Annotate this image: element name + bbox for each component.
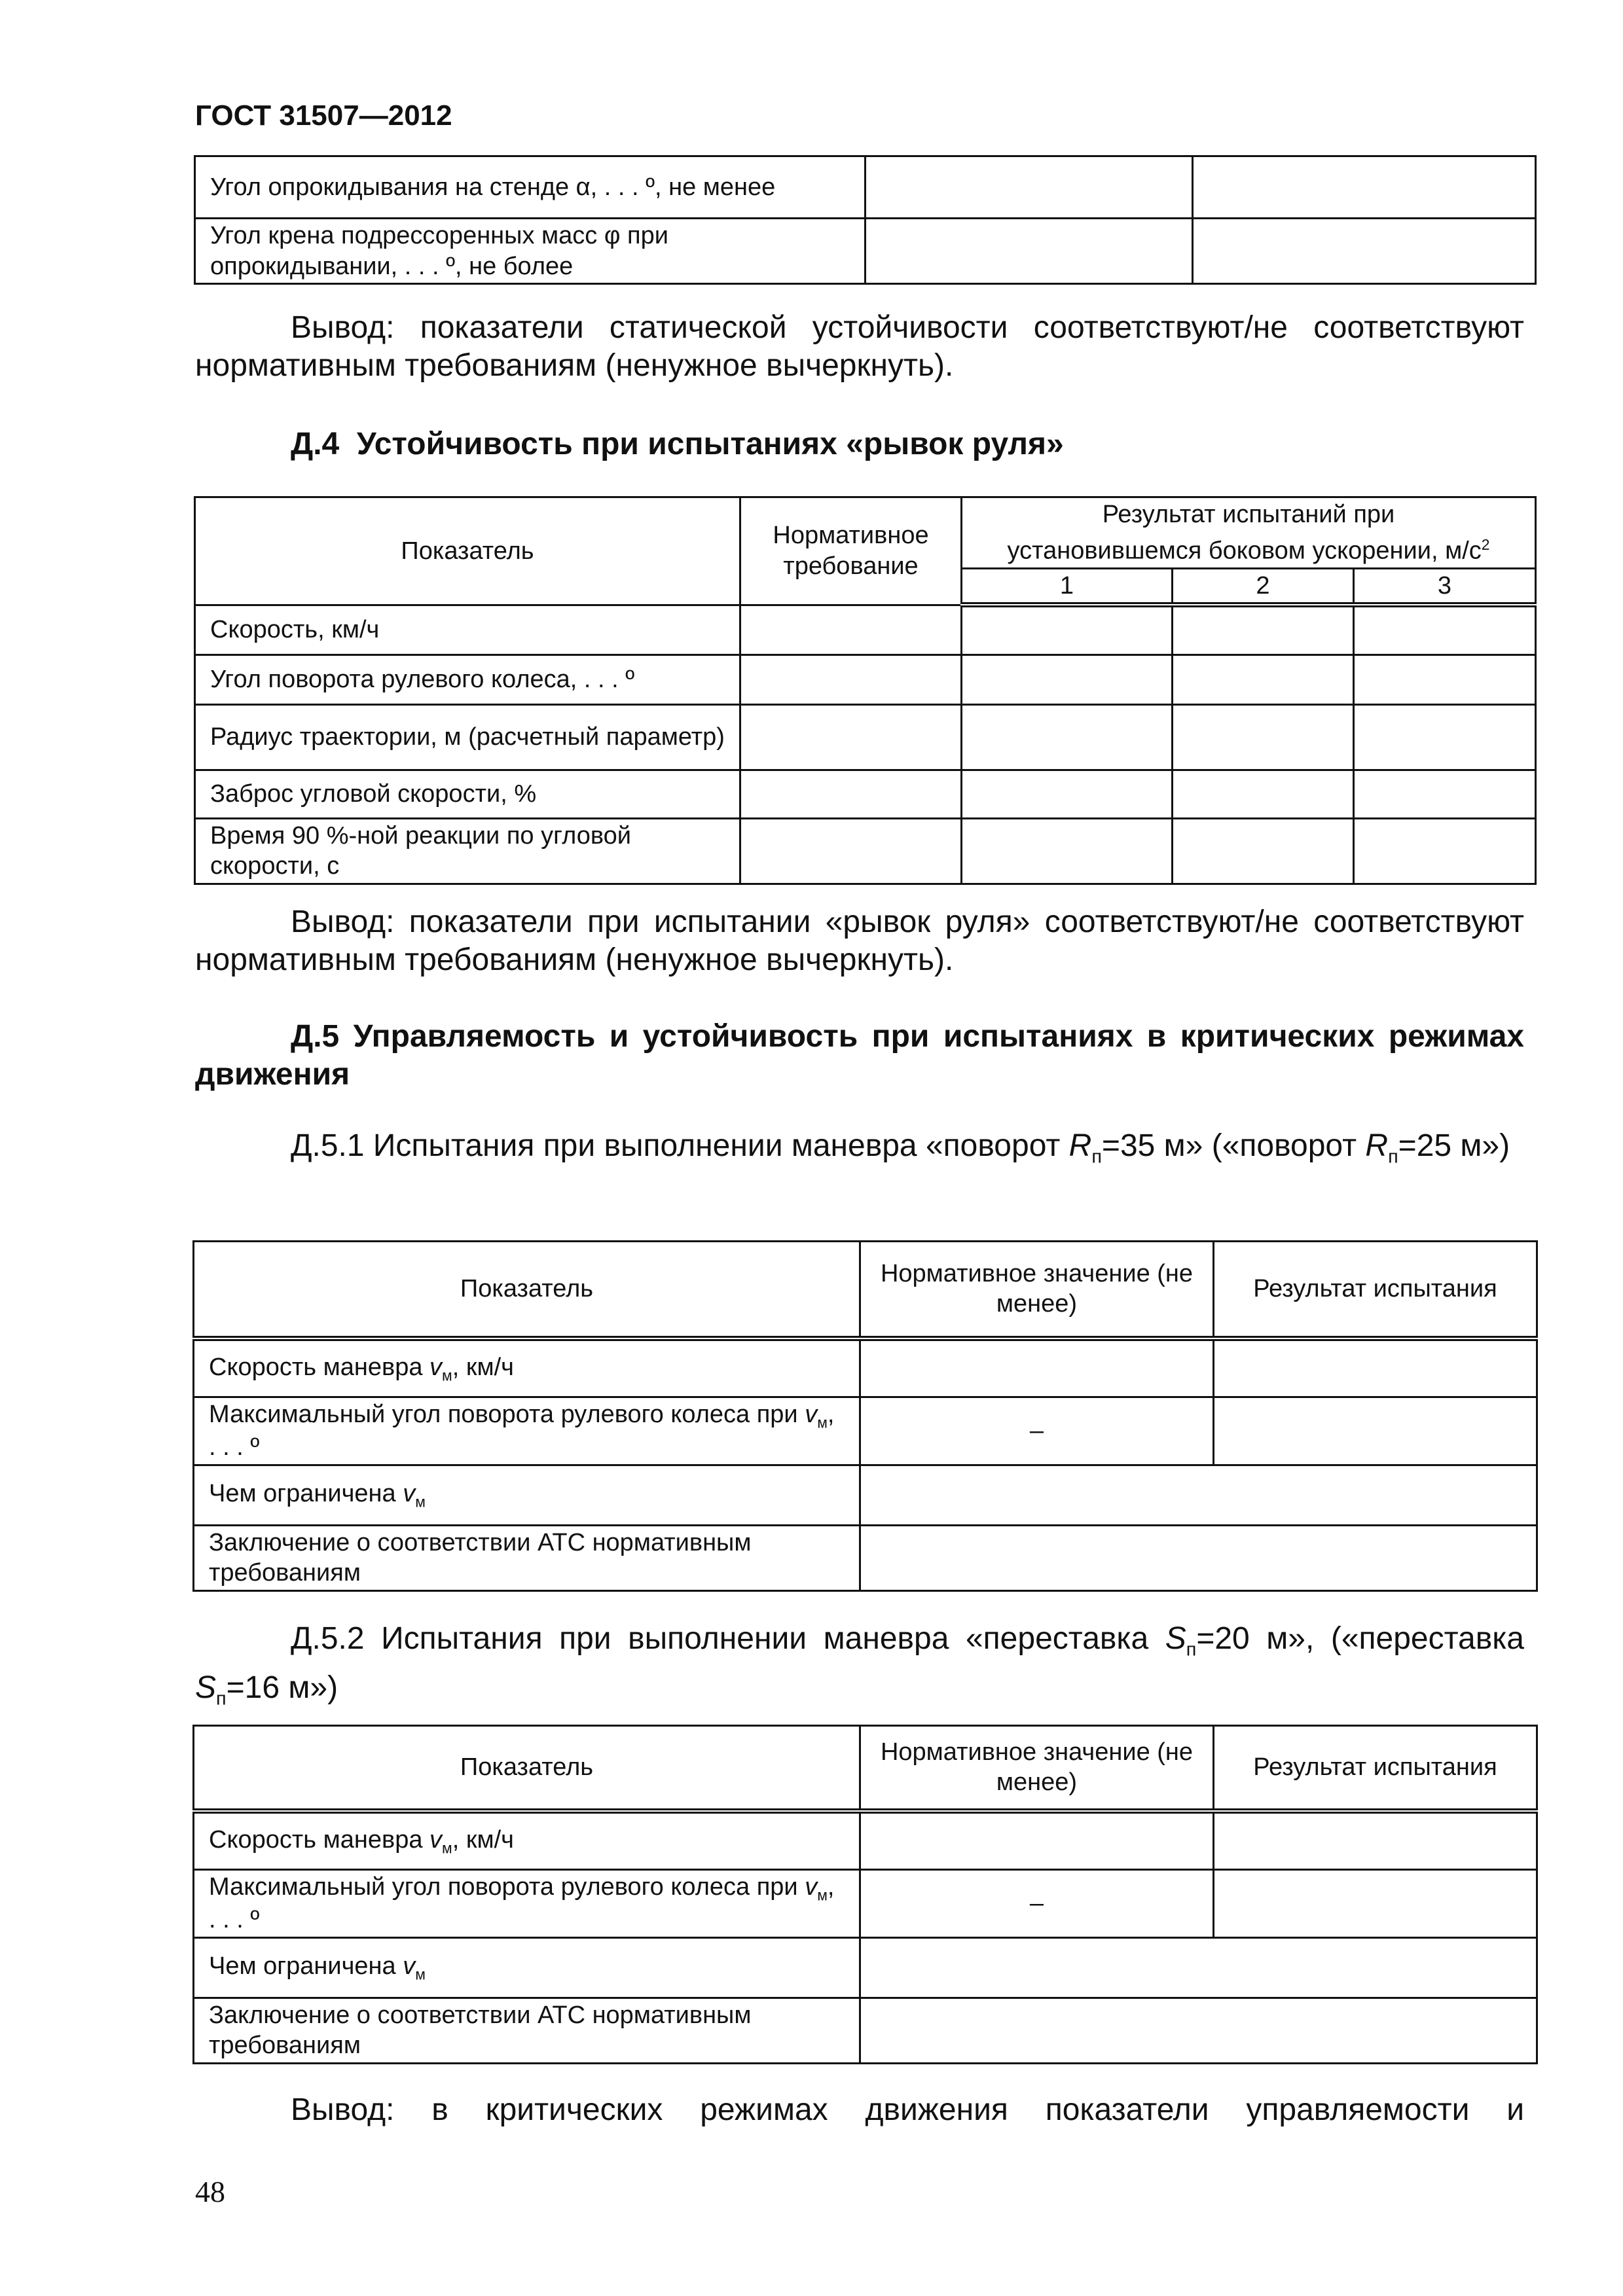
conclusion-jerk-text: Вывод: показатели при испытании «рывок руля» соответствуют/не соответствуют нормативным требованиям (ненужное вычеркнуть).	[195, 905, 1524, 977]
header-norm: Нормативное значение (не менее)	[860, 1242, 1214, 1338]
section-d5-heading-text: Д.5 Управляемость и устойчивость при испытаниях в критических режимах движения	[195, 1019, 1524, 1092]
row-steering-angle: Угол поворота рулевого колеса, . . . º	[195, 655, 740, 704]
header-result	[962, 497, 1536, 569]
d51-title	[195, 1127, 1524, 1176]
conclusion-jerk	[195, 903, 1524, 979]
steering-jerk-table	[194, 496, 1537, 885]
subcol-3: 3	[1354, 568, 1536, 605]
header-result-line1: Результат испытаний при	[1102, 501, 1395, 528]
row-overshoot: Заброс угловой скорости, %	[195, 770, 740, 818]
header-indicator: Показатель	[194, 1726, 860, 1811]
row-conclusion: Заключение о соответствии АТС нормативным требованиям	[194, 1525, 860, 1590]
header-result-sup: 2	[1481, 536, 1490, 553]
row-maneuver-speed: Скорость маневра $v_м$, км/ч	[194, 1338, 860, 1397]
section-d4-heading: Д.4 Устойчивость при испытаниях «рывок руля»	[291, 427, 1064, 461]
row-conclusion: Заключение о соответствии АТС нормативным требованиям	[194, 1998, 860, 2063]
lane-change-table	[192, 1725, 1538, 2064]
conclusion-static-text: Вывод: показатели статической устойчивости соответствуют/не соответствуют нормативным требованиям (ненужное вычеркнуть).	[195, 310, 1524, 383]
d52-sub2: п	[216, 1688, 227, 1710]
header-result: Результат испытания	[1214, 1726, 1537, 1811]
row-max-steering-angle: Максимальный угол поворота рулевого колеса при $v_м$, . . . º	[194, 1397, 860, 1465]
subcol-2: 2	[1173, 568, 1354, 605]
overturn-table	[194, 155, 1537, 285]
header-norm: Нормативное требование	[740, 497, 962, 605]
d52-text-c: =16 м»)	[226, 1670, 338, 1705]
section-d5-heading	[195, 1018, 1524, 1094]
header-indicator: Показатель	[195, 497, 740, 605]
dash-cell: –	[860, 1397, 1214, 1465]
header-result-line2: установившемся боковом ускорении, м/с	[1007, 537, 1482, 565]
d52-s: S	[1165, 1621, 1186, 1656]
subcol-1: 1	[962, 568, 1173, 605]
d51-r: R	[1068, 1128, 1092, 1163]
overturn-angle-label: Угол опрокидывания на стенде α, . . . º, не менее	[195, 156, 866, 219]
turn-maneuver-table	[192, 1240, 1538, 1592]
row-radius: Радиус траектории, м (расчетный параметр)	[195, 704, 740, 770]
d52-title	[195, 1620, 1524, 1717]
d51-sub2: п	[1388, 1146, 1398, 1168]
row-response-time: Время 90 %-ной реакции по угловой скорости, с	[195, 818, 740, 884]
conclusion-static	[195, 309, 1524, 385]
table-cell	[866, 219, 1193, 284]
d51-r2: R	[1365, 1128, 1389, 1163]
row-maneuver-speed: Скорость маневра $v_м$, км/ч	[194, 1811, 860, 1870]
row-speed-limit: Чем ограничена $v_м$	[194, 1465, 860, 1525]
header-result: Результат испытания	[1214, 1242, 1537, 1338]
conclusion-critical	[195, 2091, 1524, 2129]
d52-sub: п	[1186, 1639, 1197, 1660]
header-indicator: Показатель	[194, 1242, 860, 1338]
d52-s2: S	[195, 1670, 217, 1705]
conclusion-critical-text: Вывод: в критических режимах движения показатели управляемости и	[291, 2092, 1524, 2127]
header-norm: Нормативное значение (не менее)	[860, 1726, 1214, 1811]
table-cell	[1193, 219, 1536, 284]
d52-text-b: =20 м», («переставка	[1196, 1621, 1524, 1656]
d51-text-c: =25 м»)	[1398, 1128, 1510, 1163]
dash-cell: –	[860, 1870, 1214, 1938]
table-cell	[1193, 156, 1536, 219]
row-max-steering-angle: Максимальный угол поворота рулевого колеса при $v_м$, . . . º	[194, 1870, 860, 1938]
row-speed: Скорость, км/ч	[195, 605, 740, 655]
d51-text-b: =35 м» («поворот	[1101, 1128, 1366, 1163]
d51-sub: п	[1091, 1146, 1102, 1168]
page-number: 48	[195, 2175, 225, 2208]
d52-text-a: Д.5.2 Испытания при выполнении маневра «переставка	[291, 1621, 1165, 1656]
table-cell	[866, 156, 1193, 219]
d51-text-a: Д.5.1 Испытания при выполнении маневра «поворот	[291, 1128, 1069, 1163]
document-header: ГОСТ 31507—2012	[195, 99, 452, 132]
row-speed-limit: Чем ограничена $v_м$	[194, 1937, 860, 1998]
roll-angle-label: Угол крена подрессоренных масс φ при опрокидывании, . . . º, не более	[195, 219, 866, 284]
